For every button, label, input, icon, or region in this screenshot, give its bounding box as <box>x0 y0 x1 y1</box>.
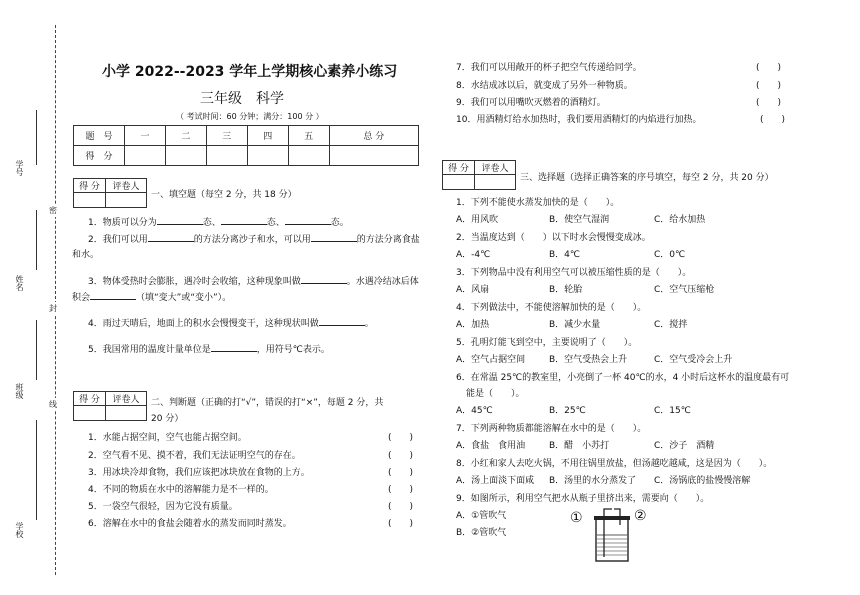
answer-blank[interactable] <box>211 343 257 352</box>
section2-title-cont: 20 分） <box>151 414 184 424</box>
score-table-header: 三 <box>206 126 247 146</box>
judge-answer-paren[interactable]: ( ) <box>756 98 782 108</box>
choice-option[interactable]: B．4℃ <box>549 250 581 260</box>
choice-option[interactable]: B．减少水量 <box>549 320 601 330</box>
choice-option[interactable]: B．汤里的水分蒸发了 <box>549 476 637 486</box>
bottle-figure <box>566 505 656 563</box>
choice-option[interactable]: C．搅拌 <box>654 320 688 330</box>
label-name: 姓名 <box>15 275 24 291</box>
grader-score-label: 得 分 <box>74 179 106 193</box>
choice-question-7: 7．下列两种物质都能溶解在水中的是（ ）。 <box>456 424 647 434</box>
q1-text-c: 态、 <box>266 218 285 228</box>
fill-question-3-cont <box>72 290 231 303</box>
q2-text-c: 的方法分离食盐 <box>356 235 420 245</box>
choice-question-6-cont: 能是（ ）。 <box>466 389 525 399</box>
choice-option[interactable]: C．0℃ <box>654 250 686 260</box>
judge-answer-paren[interactable]: ( ) <box>388 485 414 495</box>
choice-option[interactable]: C．15℃ <box>654 406 691 416</box>
q3-text-d: （填“变大”或“变小”）。 <box>136 293 232 303</box>
q3-text-b: 。水遇冷结冰后体 <box>346 277 419 287</box>
fill-question-4 <box>88 316 374 329</box>
q5-text-b: ，用符号℃表示。 <box>256 345 330 355</box>
q2-continuation: 和水。 <box>72 250 100 260</box>
judge-answer-paren[interactable]: ( ) <box>756 81 782 91</box>
judge-item-8: 8．水结成冰以后，就变成了另外一种物质。 <box>456 81 633 91</box>
answer-blank[interactable] <box>90 291 136 300</box>
choice-question-5: 5．孔明灯能飞到空中，主要说明了（ ）。 <box>456 338 638 348</box>
grader-score-cell[interactable] <box>74 406 106 421</box>
score-cell[interactable] <box>288 146 329 166</box>
q3-text-a: 3．物体受热时会膨胀，遇冷时会收缩，这种现象叫做 <box>88 277 301 287</box>
answer-blank[interactable] <box>157 216 203 225</box>
field-class[interactable] <box>36 320 37 380</box>
choice-option[interactable]: B．醋 小苏打 <box>549 441 610 451</box>
choice-option[interactable]: A．用风吹 <box>456 215 499 225</box>
grader-name-cell[interactable] <box>106 193 147 208</box>
score-table-header: 五 <box>288 126 329 146</box>
answer-blank[interactable] <box>221 216 267 225</box>
label-class: 班级 <box>15 383 24 399</box>
judge-item-7: 7．我们可以用敞开的杯子把空气传递给同学。 <box>456 63 642 73</box>
choice-option[interactable]: A．空气占据空间 <box>456 355 526 365</box>
exam-info: （ 考试时间：60 分钟；满分：100 分 ） <box>176 112 324 121</box>
q1-text-a: 1．物质可以分为 <box>88 218 157 228</box>
choice-option[interactable]: B．②管吹气 <box>456 528 507 538</box>
q3-text-c: 积会 <box>72 293 91 303</box>
answer-blank[interactable] <box>301 275 347 284</box>
judge-item-9: 9．我们可以用嘴吹灭燃着的酒精灯。 <box>456 98 606 108</box>
q2-text-b: 的方法分离沙子和水，可以用 <box>193 235 311 245</box>
grader-score-cell[interactable] <box>74 193 106 208</box>
grader-box-section2 <box>73 391 147 421</box>
choice-option[interactable]: B．空气受热会上升 <box>549 355 628 365</box>
label-student-id: 学号 <box>15 160 24 176</box>
judge-answer-paren[interactable]: ( ) <box>388 451 414 461</box>
q1-text-b: 态、 <box>202 218 221 228</box>
judge-answer-paren[interactable]: ( ) <box>388 433 414 443</box>
label-school: 学校 <box>15 522 24 538</box>
binding-dashed-line <box>55 25 56 575</box>
choice-option[interactable]: A．食盐 食用油 <box>456 441 526 451</box>
choice-option[interactable]: A．①管吹气 <box>456 511 507 521</box>
choice-option[interactable]: C．沙子 酒精 <box>654 441 715 451</box>
grader-box-section3 <box>442 160 516 190</box>
fill-question-1 <box>88 215 349 228</box>
choice-option[interactable]: A．-4℃ <box>456 250 491 260</box>
judge-item-4: 4．不同的物质在水中的溶解能力是不一样的。 <box>88 485 274 495</box>
field-student-id[interactable] <box>36 110 37 165</box>
judge-answer-paren[interactable]: ( ) <box>388 519 414 529</box>
score-cell[interactable] <box>206 146 247 166</box>
score-cell[interactable] <box>165 146 206 166</box>
grader-score-cell[interactable] <box>443 175 475 190</box>
choice-question-3: 3．下列物品中没有利用空气可以被压缩性质的是（ ）。 <box>456 268 692 278</box>
choice-option[interactable]: A．45℃ <box>456 406 493 416</box>
grade-subject: 三年级 科学 <box>200 91 284 107</box>
choice-question-4: 4．下列做法中，不能使溶解加快的是（ ）。 <box>456 303 647 313</box>
grader-name-cell[interactable] <box>106 406 147 421</box>
choice-question-2: 2．当温度达到（ ）以下时水会慢慢变成冰。 <box>456 233 651 243</box>
grader-score-label: 得 分 <box>74 392 106 406</box>
choice-option[interactable]: A．风扇 <box>456 285 490 295</box>
field-school[interactable] <box>36 420 37 520</box>
section1-title: 一、填空题（每空 2 分，共 18 分） <box>151 190 297 200</box>
score-table-header: 二 <box>165 126 206 146</box>
score-cell[interactable] <box>247 146 288 166</box>
grader-score-label: 得 分 <box>443 161 475 175</box>
judge-answer-paren[interactable]: ( ) <box>756 63 782 73</box>
score-cell[interactable] <box>329 146 418 166</box>
answer-blank[interactable] <box>311 233 357 242</box>
field-name[interactable] <box>36 210 37 270</box>
judge-item-2: 2．空气看不见、摸不着，我们无法证明空气的存在。 <box>88 451 301 461</box>
judge-item-10: 10．用酒精灯给水加热时，我们要用酒精灯的内焰进行加热。 <box>456 115 702 125</box>
judge-item-6: 6．溶解在水中的食盐会随着水的蒸发而同时蒸发。 <box>88 519 292 529</box>
paper-title: 小学 2022--2023 学年上学期核心素养小练习 <box>102 64 398 80</box>
fill-question-5 <box>88 342 330 355</box>
answer-blank[interactable] <box>319 317 365 326</box>
bind-char-xian: 线 <box>49 400 57 409</box>
fill-question-2 <box>88 232 420 245</box>
choice-option[interactable]: C．汤锅底的盐慢慢溶解 <box>654 476 751 486</box>
choice-question-1: 1．下列不能使水蒸发加快的是（ ）。 <box>456 198 620 208</box>
score-table-header: 四 <box>247 126 288 146</box>
q4-text-b: 。 <box>364 319 374 329</box>
grader-label: 评卷人 <box>106 179 147 193</box>
bind-char-feng: 封 <box>49 304 57 313</box>
score-table-header: 一 <box>125 126 166 146</box>
choice-option[interactable]: C．给水加热 <box>654 215 706 225</box>
choice-question-6: 6．在常温 25℃的教室里，小亮倒了一杯 40℃的水，4 小时后这杯水的温度最有可 <box>456 373 790 383</box>
answer-blank[interactable] <box>148 233 194 242</box>
q4-text-a: 4．雨过天晴后，地面上的积水会慢慢变干，这种现状叫做 <box>88 319 319 329</box>
bind-char-mi: 密 <box>49 206 57 215</box>
judge-answer-paren[interactable]: ( ) <box>760 115 786 125</box>
judge-item-1: 1．水能占据空间，空气也能占据空间。 <box>88 433 247 443</box>
figure-label-2: ② <box>634 508 647 524</box>
figure-label-1: ① <box>570 510 583 526</box>
q2-text-a: 2．我们可以用 <box>88 235 148 245</box>
section2-title: 二、判断题（正确的打“√”，错误的打“×”，每题 2 分，共 <box>151 398 384 408</box>
section3-title: 三、选择题（选择正确答案的序号填空，每空 2 分，共 20 分） <box>520 173 774 183</box>
choice-option[interactable]: C．空气压缩枪 <box>654 285 715 295</box>
score-table-header: 总 分 <box>329 126 418 146</box>
choice-option[interactable]: C．空气受冷会上升 <box>654 355 733 365</box>
score-cell[interactable] <box>125 146 166 166</box>
judge-item-3: 3．用冰块冷却食物，我们应该把冰块放在食物的上方。 <box>88 468 310 478</box>
judge-item-5: 5．一袋空气很轻，因为它没有质量。 <box>88 502 238 512</box>
choice-option[interactable]: B．使空气湿润 <box>549 215 610 225</box>
choice-question-8: 8．小红和家人去吃火锅，不用往锅里放盐，但汤越吃越咸，这是因为（ ）。 <box>456 459 773 469</box>
q1-text-d: 态。 <box>330 218 349 228</box>
score-table-header: 题 号 <box>74 126 125 146</box>
grader-label: 评卷人 <box>106 392 147 406</box>
judge-answer-paren[interactable]: ( ) <box>388 468 414 478</box>
grader-name-cell[interactable] <box>475 175 516 190</box>
judge-answer-paren[interactable]: ( ) <box>388 502 414 512</box>
choice-option[interactable]: A．汤上面淡下面咸 <box>456 476 535 486</box>
choice-question-9: 9．如图所示，利用空气把水从瓶子里挤出来，需要向（ ）。 <box>456 494 710 504</box>
score-row-label: 得 分 <box>74 146 125 166</box>
choice-option[interactable]: B．轮胎 <box>549 285 583 295</box>
q5-text-a: 5．我国常用的温度计量单位是 <box>88 345 211 355</box>
answer-blank[interactable] <box>285 216 331 225</box>
choice-option[interactable]: A．加热 <box>456 320 490 330</box>
score-table <box>73 125 419 166</box>
grader-label: 评卷人 <box>475 161 516 175</box>
fill-question-3 <box>88 274 419 287</box>
choice-option[interactable]: B．25℃ <box>549 406 586 416</box>
grader-box-section1 <box>73 178 147 208</box>
